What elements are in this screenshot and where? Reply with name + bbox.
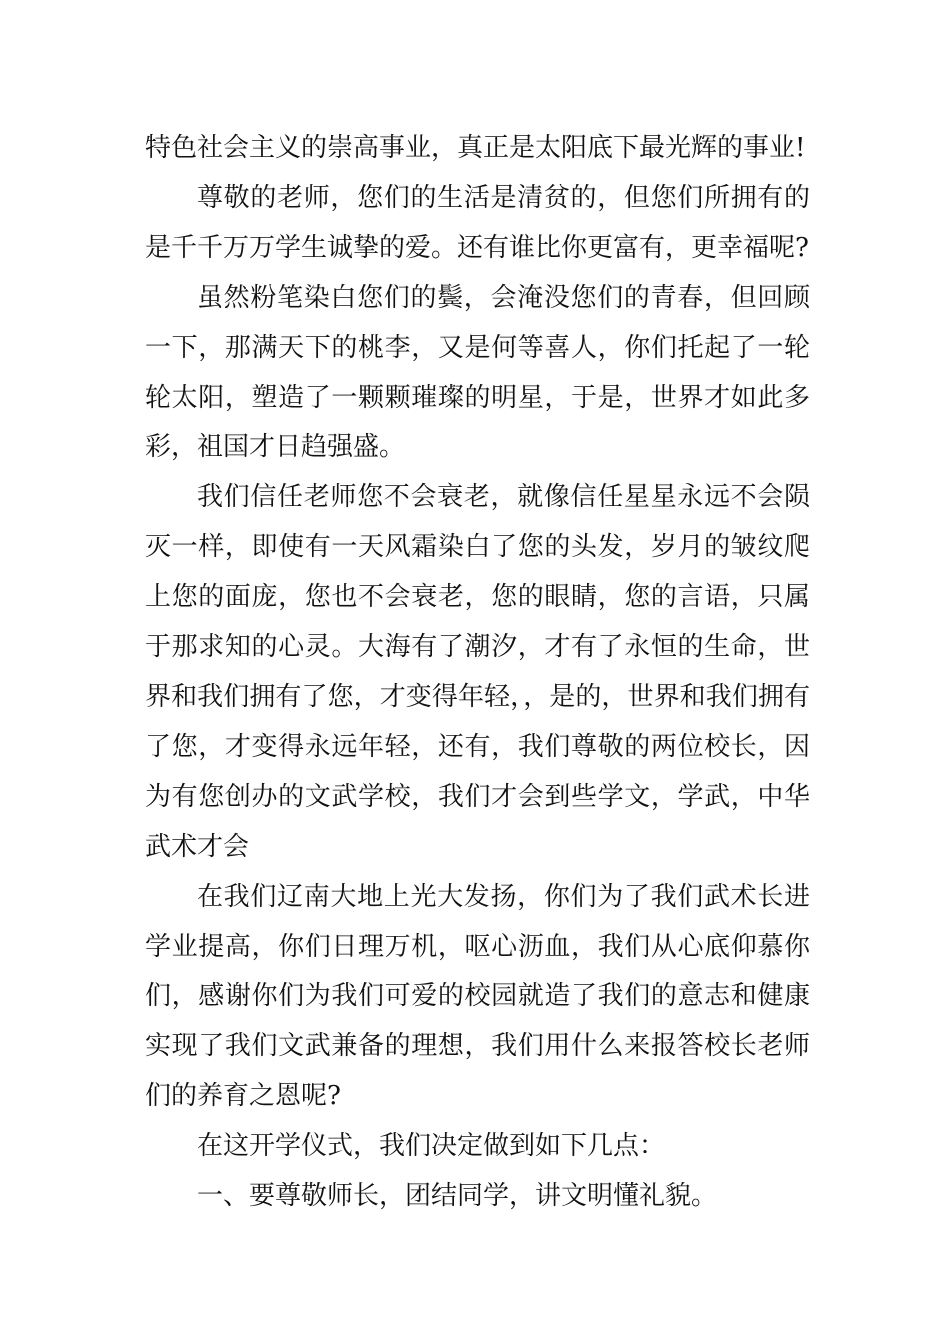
paragraph: 在我们辽南大地上光大发扬，你们为了我们武术长进学业提高，你们日理万机，呕心沥血，我们从心底仰慕你们，感谢你们为我们可爱的校园就造了我们的意志和健康实现了我们文武兼备的理想，我们用什么来报答校长老师们的养育之恩呢? (145, 881, 810, 1112)
paragraph: 我们信任老师您不会衰老，就像信任星星永远不会陨灭一样，即使有一天风霜染白了您的头发，岁月的皱纹爬上您的面庞，您也不会衰老，您的眼睛，您的言语，只属于那求知的心灵。大海有了潮汐，才有了永恒的生命，世界和我们拥有了您，才变得年轻，，是的，世界和我们拥有了您，才变得永远年轻，还有，我们尊敬的两位校长，因为有您创办的文武学校，我们才会到些学文，学武，中华武术才会 (145, 482, 810, 862)
paragraph: 虽然粉笔染白您们的鬓，会淹没您们的青春，但回顾一下，那满天下的桃李，又是何等喜人，你们托起了一轮轮太阳，塑造了一颗颗璀璨的明星，于是，世界才如此多彩，祖国才日趋强盛。 (145, 282, 810, 463)
paragraph: 尊敬的老师，您们的生活是清贫的，但您们所拥有的是千千万万学生诚挚的爱。还有谁比你更富有，更幸福呢? (145, 182, 810, 263)
document-body (145, 124, 810, 1222)
paragraph-continued: 特色社会主义的崇高事业，真正是太阳底下最光辉的事业! (145, 133, 806, 163)
paragraph: 在这开学仪式，我们决定做到如下几点： (197, 1131, 666, 1162)
paragraph: 一、要尊敬师长，团结同学，讲文明懂礼貌。 (197, 1181, 718, 1212)
